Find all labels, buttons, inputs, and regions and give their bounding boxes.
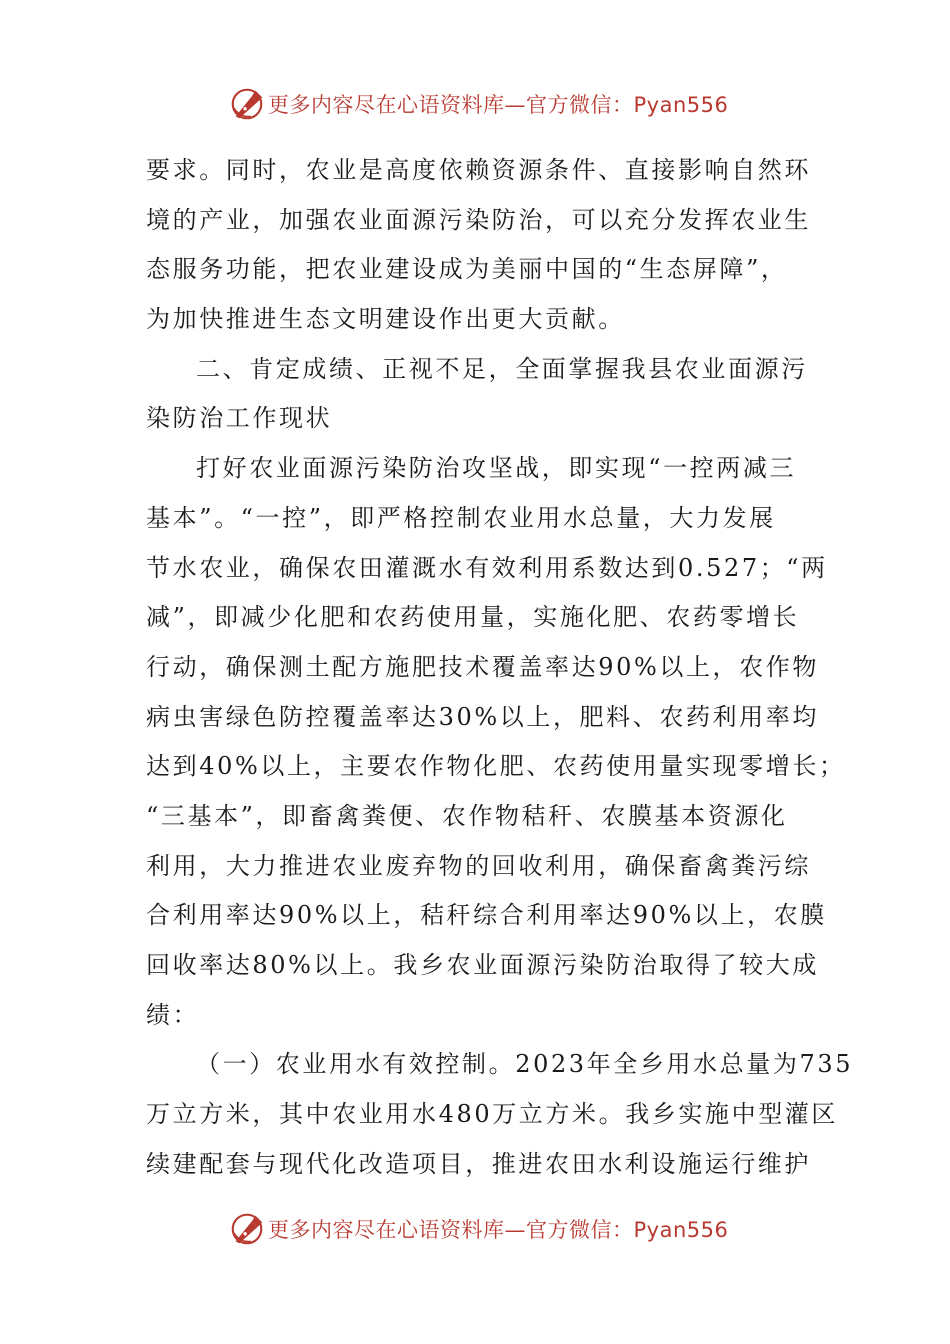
watermark-text: 更多内容尽在心语资料库—官方微信：Pyan556 — [268, 93, 729, 117]
watermark-text: 更多内容尽在心语资料库—官方微信：Pyan556 — [268, 1218, 729, 1242]
pen-nib-logo-icon — [228, 1210, 266, 1248]
text-line: 回收率达80%以上。我乡农业面源污染防治取得了较大成 — [146, 951, 819, 979]
watermark-header — [228, 84, 748, 124]
section-heading-line: 二、肯定成绩、正视不足，全面掌握我县农业面源污 — [196, 354, 808, 383]
text-line: 为加快推进生态文明建设作出更大贡献。 — [146, 305, 625, 334]
watermark-footer — [228, 1209, 748, 1249]
text-line: 节水农业，确保农田灌溉水有效利用系数达到0.527；“两 — [146, 553, 828, 582]
pen-nib-logo-icon — [228, 85, 266, 123]
text-line: 利用，大力推进农业废弃物的回收利用，确保畜禽粪污综 — [146, 851, 811, 880]
text-line: 态服务功能，把农业建设成为美丽中国的“生态屏障”， — [146, 255, 788, 284]
text-line: 打好农业面源污染防治攻坚战，即实现“一控两减三 — [196, 454, 797, 483]
document-body — [146, 146, 854, 1189]
text-line: 基本”。“一控”，即严格控制农业用水总量，大力发展 — [146, 503, 776, 532]
text-line: “三基本”，即畜禽粪便、农作物秸秆、农膜基本资源化 — [146, 801, 788, 830]
text-line: 绩： — [146, 1000, 200, 1029]
text-line: 达到40%以上，主要农作物化肥、农药使用量实现零增长； — [146, 752, 846, 781]
section-heading-line: 染防治工作现状 — [146, 404, 333, 433]
text-line: 病虫害绿色防控覆盖率达30%以上，肥料、农药利用率均 — [146, 702, 819, 731]
subsection-heading-line: （一）农业用水有效控制。2023年全乡用水总量为735 — [196, 1050, 854, 1079]
text-line: 要求。同时，农业是高度依赖资源条件、直接影响自然环 — [146, 156, 811, 184]
text-line: 合利用率达90%以上，秸秆综合利用率达90%以上，农膜 — [146, 901, 827, 930]
text-line: 行动，确保测土配方施肥技术覆盖率达90%以上，农作物 — [146, 652, 819, 681]
text-line: 续建配套与现代化改造项目，推进农田水利设施运行维护 — [146, 1149, 811, 1178]
text-line: 境的产业，加强农业面源污染防治，可以充分发挥农业生 — [146, 205, 811, 234]
text-line: 减”，即减少化肥和农药使用量，实施化肥、农药零增长 — [146, 603, 800, 632]
text-line: 万立方米，其中农业用水480万立方米。我乡实施中型灌区 — [146, 1100, 839, 1129]
